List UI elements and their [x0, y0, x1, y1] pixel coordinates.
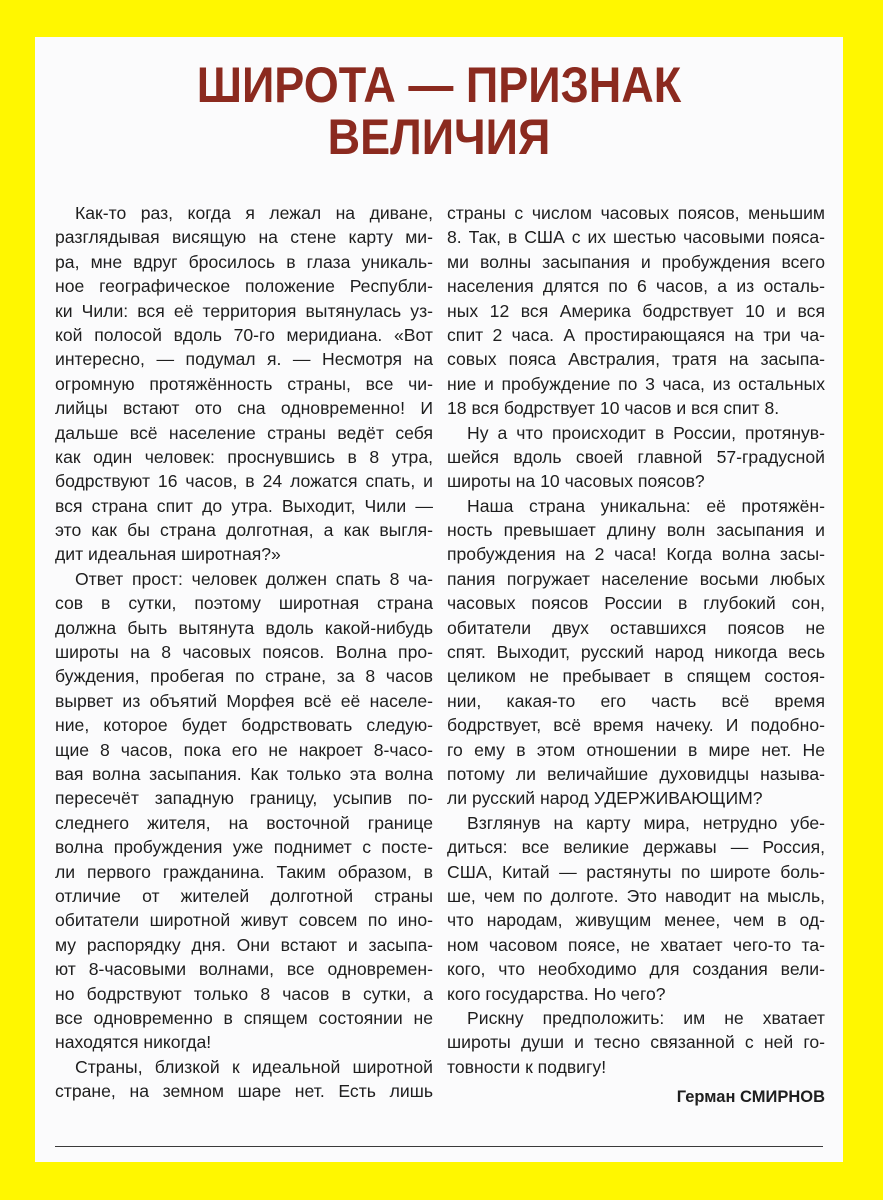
text-line: страны с числом часовых поясов, меньшим: [447, 203, 825, 223]
text-line: кой полосой вдоль 70-го меридиана. «Вот: [55, 324, 433, 345]
text-line: диться: все великие державы — Россия,: [447, 837, 825, 858]
text-line: бодрствуют 16 часов, в 24 ложатся спать, и: [55, 471, 433, 492]
text-line: ном часовом поясе, не хватает чего-то та-: [447, 934, 825, 955]
right-text-column: [447, 201, 825, 1109]
text-line: отличие от жителей долготной страны: [55, 885, 433, 906]
text-line: вырвет из объятий Морфея всё её населе-: [55, 690, 433, 711]
text-line: дальше всё население страны ведёт себя: [55, 422, 433, 443]
text-line: Взглянув на карту мира, нетрудно убе-: [467, 812, 825, 833]
text-line: но бодрствуют только 8 часов в сутки, а: [55, 983, 433, 1004]
text-line: все одновременно в спящем состоянии не: [55, 1007, 433, 1028]
text-line: ки Чили: вся её территория вытянулась уз-: [55, 300, 433, 321]
text-line: широты души и тесно связанной с ней го-: [447, 1032, 825, 1053]
text-line: Ответ прост: человек должен спать 8 ча-: [75, 568, 433, 589]
text-line: ше, чем по долготе. Это наводит на мысль,: [447, 885, 825, 906]
text-line: разглядывая висящую на стене карту ми-: [55, 227, 433, 248]
text-line: это как бы страна долготная, а как выгля-: [55, 520, 433, 541]
text-line: го ему в этом отношении в мире нет. Не: [447, 739, 825, 760]
text-line: дит идеальная широтная?»: [55, 544, 281, 565]
text-line: спит 2 часа. А простирающаяся на три ча-: [447, 324, 825, 345]
text-line: ра, мне вдруг бросилось в глаза уникаль-: [55, 251, 433, 272]
text-line: должна быть вытянута вдоль какой-нибудь: [55, 617, 433, 638]
article-title-line-1: ШИРОТА — ПРИЗНАК: [196, 57, 682, 113]
bottom-divider-rule: [55, 1146, 823, 1147]
text-line: обитатели широтной живут совсем по ино-: [55, 910, 433, 931]
text-line: потому ли величайшие духовидцы называ-: [447, 763, 825, 784]
text-line: обитатели двух оставшихся поясов не: [447, 617, 825, 638]
author-first-name: Герман: [676, 1088, 736, 1107]
text-line: как один человек: проснувшись в 8 утра,: [55, 446, 433, 467]
text-line: вая волна засыпания. Как только эта волна: [55, 763, 433, 784]
text-line: ное географическое положение Республи-: [55, 276, 433, 297]
text-line: следнего жителя, на восточной границе: [55, 812, 433, 833]
text-line: совых пояса Австралия, тратя на засыпа-: [447, 349, 825, 370]
text-line: пересечёт западную границу, усыпив по-: [55, 788, 433, 809]
text-line: Рискну предположить: им не хватает: [467, 1007, 825, 1028]
text-line: стране, на земном шаре нет. Есть лишь: [55, 1081, 433, 1102]
text-line: волна пробуждения уже поднимет с посте-: [55, 837, 433, 858]
text-line: товности к подвигу!: [447, 1056, 607, 1077]
text-line: сов в сутки, поэтому широтная страна: [55, 593, 433, 614]
text-line: широты на 10 часовых поясов?: [447, 471, 705, 492]
text-line: спят. Выходит, русский народ никогда весь: [447, 642, 825, 663]
text-line: что народам, живущим менее, чем в од-: [447, 910, 825, 931]
left-text-column: [55, 201, 433, 1103]
text-line: ют 8-часовыми волнами, все одновремен-: [55, 959, 433, 980]
text-line: кого, что необходимо для создания вели-: [447, 959, 825, 980]
text-line: щие 8 часов, пока его не накроет 8-часо-: [55, 739, 433, 760]
text-line: Наша страна уникальна: её протяжён-: [467, 495, 825, 516]
text-line: широты на 8 часовых поясов. Волна про-: [55, 642, 433, 663]
text-line: 8. Так, в США с их шестью часовыми пояса-: [447, 227, 825, 248]
text-line: ми волны засыпания и пробуждения всего: [447, 251, 825, 272]
text-line: ных 12 вся Америка бодрствует 10 и вся: [447, 300, 825, 321]
text-line: огромную протяжённость страны, все чи-: [55, 373, 433, 394]
text-line: бодрствует, всё время начеку. И подобно-: [447, 715, 825, 736]
text-line: США, Китай — растянуты по широте боль-: [447, 861, 825, 882]
text-line: ние и пробуждение по 3 часа, из остальных: [447, 373, 825, 394]
text-line: нии, какая-то его часть всё время: [447, 690, 825, 711]
text-line: кого государства. Но чего?: [447, 983, 666, 1004]
text-line: вся страна спит до утра. Выходит, Чили —: [55, 495, 433, 516]
author-last-name: СМИРНОВ: [740, 1088, 825, 1107]
text-line: Как-то раз, когда я лежал на диване,: [75, 203, 433, 223]
text-line: шейся вдоль своей главной 57-градусной: [447, 446, 825, 467]
text-line: буждения, пробегая по стране, за 8 часов: [55, 666, 433, 687]
text-line: населения длятся по 6 часов, а из осталь-: [447, 276, 825, 297]
text-line: пробуждения на 2 часа! Когда волна засы-: [447, 544, 825, 565]
text-line: ли первого гражданина. Таким образом, в: [55, 861, 433, 882]
text-line: находятся никогда!: [55, 1032, 212, 1053]
text-line: 18 вся бодрствует 10 часов и вся спит 8.: [447, 398, 780, 419]
text-line: му распорядку дня. Они встают и засыпа-: [55, 934, 433, 955]
text-line: Страны, близкой к идеальной широтной: [75, 1056, 433, 1077]
text-line: интересно, — подумал я. — Несмотря на: [55, 349, 433, 370]
text-line: Ну а что происходит в России, протянув-: [467, 422, 825, 443]
article-page: [35, 37, 843, 1162]
text-line: целиком не пребывает в спящем состоя-: [447, 666, 825, 687]
text-line: лийцы встают ото сна одновременно! И: [55, 398, 433, 419]
text-line: ние, которое будет бодрствовать следую-: [55, 715, 433, 736]
article-title-line-2: ВЕЛИЧИЯ: [327, 109, 551, 165]
text-line: ли русский народ УДЕРЖИВАЮЩИМ?: [447, 788, 763, 809]
text-line: ность превышает длину волн засыпания и: [447, 520, 825, 541]
text-line: пания погружает население восьми любых: [447, 568, 825, 589]
author-signature: [447, 1085, 825, 1109]
text-line: часовых поясов России в глубокий сон,: [447, 593, 825, 614]
